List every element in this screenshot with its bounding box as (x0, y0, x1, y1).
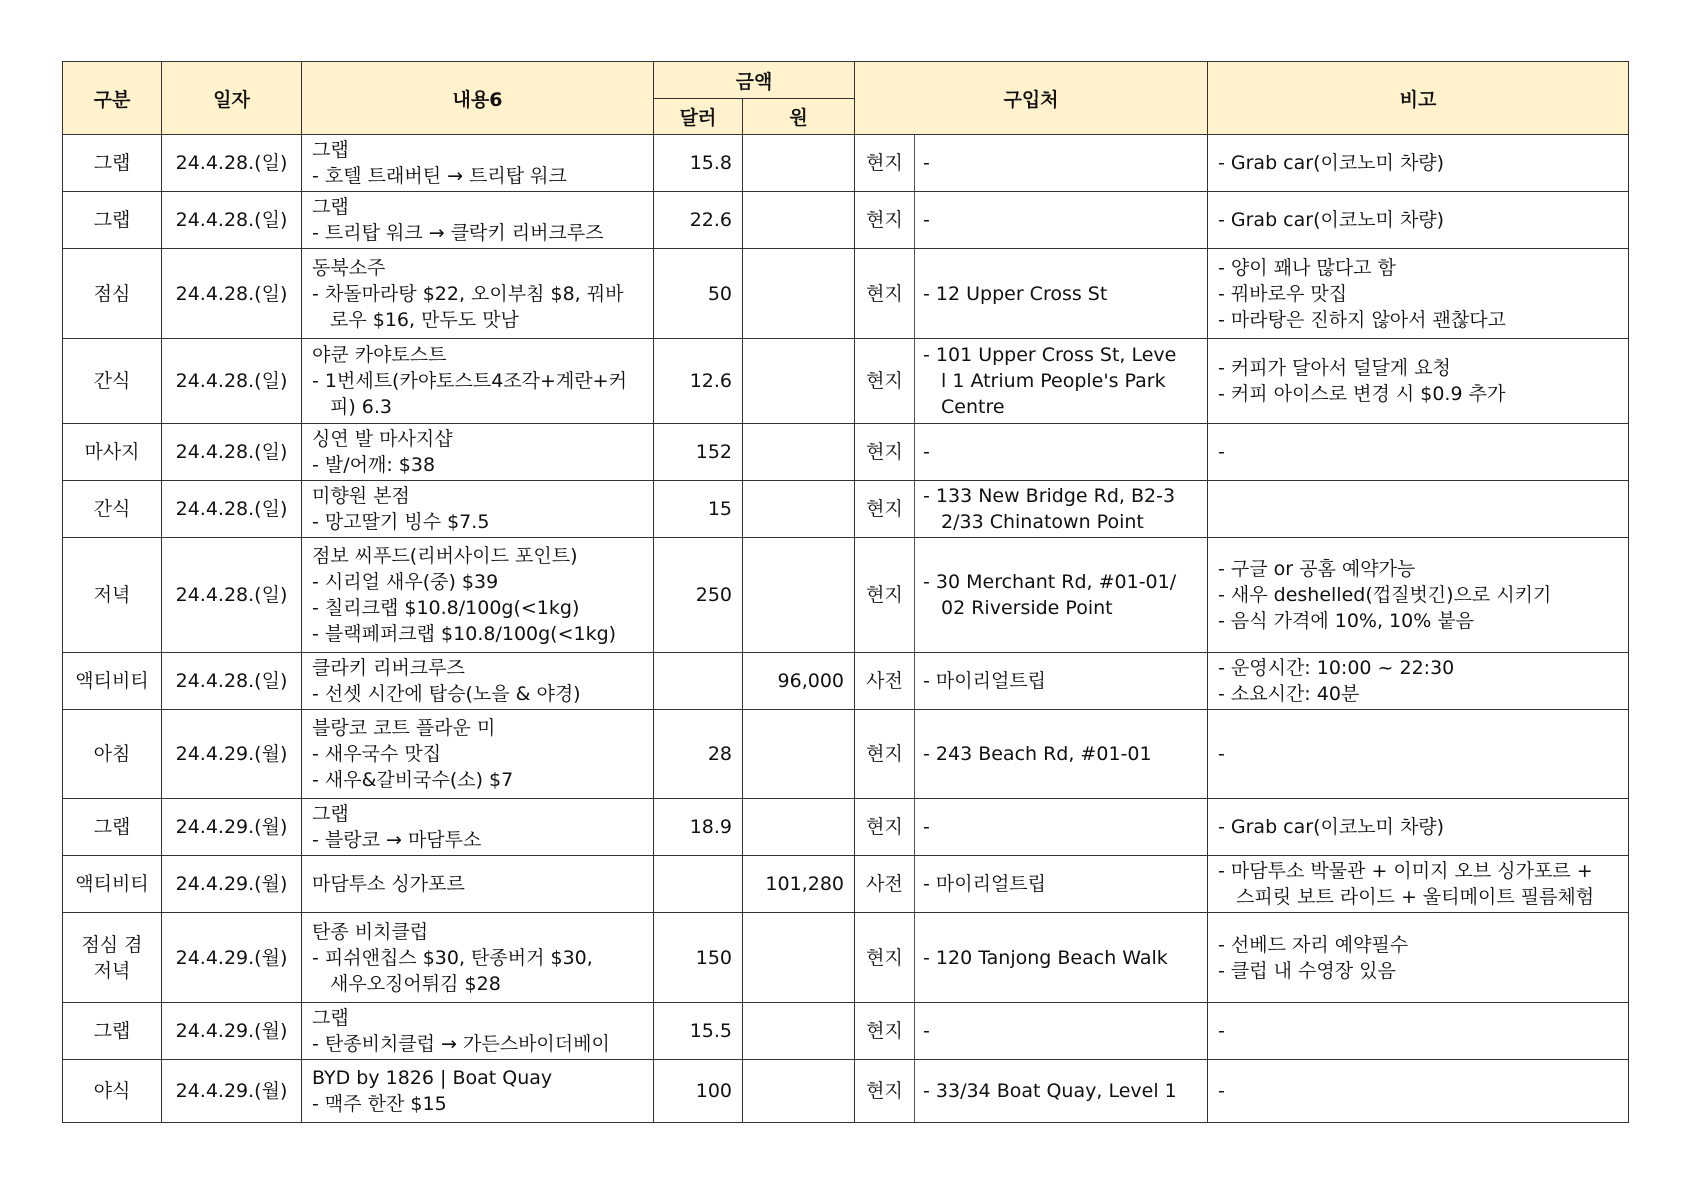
date-cell (162, 424, 302, 481)
note-cell (1208, 424, 1629, 481)
date-cell-line: 24.4.28.(일) (175, 498, 288, 520)
place-cell (915, 1003, 1208, 1060)
krw-cell (743, 913, 855, 1003)
usd-cell (654, 856, 743, 913)
location-type-cell (855, 424, 915, 481)
place-cell-line: - 12 Upper Cross St (923, 282, 1108, 305)
date-cell-line: 24.4.29.(월) (175, 743, 288, 765)
date-cell-line: 24.4.28.(일) (175, 209, 288, 231)
note-cell-line: - 선베드 자리 예약필수 (1218, 933, 1409, 956)
content-cell (302, 856, 654, 913)
place-cell-line: - (923, 441, 930, 463)
note-cell-line: - (1218, 743, 1225, 765)
date-cell-line: 24.4.29.(월) (175, 1020, 288, 1042)
location-type-cell (855, 135, 915, 192)
usd-cell (654, 538, 743, 653)
category-cell-line: 그랩 (93, 152, 131, 174)
category-cell-line: 점심 (93, 282, 131, 305)
content-cell-line: 탄종 비치클럽 (312, 920, 429, 943)
location-type-cell-line: 사전 (866, 670, 903, 692)
krw-cell (743, 538, 855, 653)
content-cell (302, 1060, 654, 1123)
category-cell (63, 653, 162, 710)
place-cell-line: - (923, 816, 930, 838)
category-cell-line: 아침 (93, 743, 131, 765)
location-type-cell (855, 192, 915, 249)
usd-cell (654, 192, 743, 249)
krw-cell (743, 856, 855, 913)
category-cell-line: 액티비티 (75, 670, 149, 692)
content-cell-line: 야쿤 카야토스트 (312, 344, 447, 366)
usd-cell-line: 22.6 (689, 209, 732, 231)
krw-cell (743, 135, 855, 192)
table-row (63, 192, 1629, 249)
content-cell (302, 249, 654, 339)
place-cell (915, 913, 1208, 1003)
content-cell (302, 339, 654, 424)
date-cell (162, 856, 302, 913)
header-category: 구분 (63, 62, 162, 135)
note-cell (1208, 913, 1629, 1003)
header-usd: 달러 (654, 99, 743, 135)
content-cell-line: - 발/어깨: $38 (312, 454, 436, 476)
place-cell-line: Centre (941, 396, 1005, 418)
note-cell-line: - (1218, 441, 1225, 463)
content-cell (302, 192, 654, 249)
category-cell (63, 135, 162, 192)
content-cell-line: - 새우국수 맛집 (312, 743, 442, 765)
location-type-cell-line: 현지 (866, 152, 903, 174)
table-row (63, 710, 1629, 799)
krw-cell (743, 1003, 855, 1060)
place-cell-line: - 마이리얼트립 (923, 670, 1047, 692)
location-type-cell (855, 799, 915, 856)
table-row (63, 856, 1629, 913)
category-cell-line: 야식 (93, 1080, 131, 1102)
usd-cell (654, 481, 743, 538)
place-cell (915, 710, 1208, 799)
usd-cell (654, 799, 743, 856)
note-cell-line: - 커피가 달아서 덜달게 요청 (1218, 357, 1451, 379)
date-cell-line: 24.4.29.(월) (175, 816, 288, 838)
content-cell-line: - 블랙페퍼크랩 $10.8/100g(<1kg) (312, 623, 617, 645)
category-cell (63, 856, 162, 913)
note-cell-line: - 구글 or 공홈 예약가능 (1218, 558, 1416, 580)
content-cell-line: - 1번세트(카야토스트4조각+계란+커 (312, 370, 627, 392)
category-cell (63, 481, 162, 538)
location-type-cell (855, 856, 915, 913)
category-cell-line: 간식 (93, 498, 131, 520)
location-type-cell-line: 현지 (866, 441, 903, 463)
note-cell-line: - (1218, 1020, 1225, 1042)
category-cell (63, 913, 162, 1003)
table-row (63, 1060, 1629, 1123)
category-cell-line: 저녁 (93, 584, 131, 606)
place-cell-line: - 마이리얼트립 (923, 873, 1047, 895)
content-cell-line: - 차돌마라탕 $22, 오이부침 $8, 꿔바 (312, 282, 624, 305)
place-cell-line: - (923, 152, 930, 174)
location-type-cell (855, 913, 915, 1003)
header-note: 비고 (1208, 62, 1629, 135)
place-cell-line: - (923, 1020, 930, 1042)
date-cell-line: 24.4.28.(일) (175, 441, 288, 463)
note-cell-line: - Grab car(이코노미 차량) (1218, 152, 1445, 174)
usd-cell-line: 12.6 (689, 370, 732, 392)
place-cell-line: 2/33 Chinatown Point (941, 511, 1144, 533)
note-cell-line: - 운영시간: 10:00 ~ 22:30 (1218, 657, 1455, 679)
table-row (63, 653, 1629, 710)
category-cell-line: 점심 겸 (81, 933, 143, 956)
place-cell (915, 856, 1208, 913)
content-cell-line: 싱연 발 마사지샵 (312, 428, 453, 450)
content-cell-line: - 호텔 트래버틴 → 트리탑 워크 (312, 165, 567, 187)
location-type-cell (855, 710, 915, 799)
content-cell-line: 그랩 (312, 803, 349, 825)
usd-cell-line: 18.9 (689, 816, 732, 838)
usd-cell (654, 339, 743, 424)
location-type-cell-line: 현지 (866, 584, 903, 606)
note-cell (1208, 653, 1629, 710)
usd-cell-line: 15.8 (689, 152, 732, 174)
date-cell-line: 24.4.28.(일) (175, 370, 288, 392)
category-cell-line: 저녁 (93, 959, 131, 982)
note-cell-line: - 양이 꽤나 많다고 함 (1218, 256, 1396, 279)
date-cell-line: 24.4.28.(일) (175, 282, 288, 305)
note-cell-line: - Grab car(이코노미 차량) (1218, 816, 1445, 838)
location-type-cell (855, 653, 915, 710)
date-cell (162, 913, 302, 1003)
location-type-cell (855, 481, 915, 538)
expense-table (62, 61, 1629, 1123)
date-cell (162, 1003, 302, 1060)
content-cell-line: 마담투소 싱가포르 (312, 873, 465, 895)
usd-cell (654, 653, 743, 710)
date-cell (162, 538, 302, 653)
category-cell-line: 그랩 (93, 209, 131, 231)
place-cell-line: - 243 Beach Rd, #01-01 (923, 743, 1152, 765)
category-cell-line: 그랩 (93, 816, 131, 838)
krw-cell-line: 96,000 (777, 670, 844, 692)
note-cell (1208, 249, 1629, 339)
category-cell-line: 간식 (93, 370, 131, 392)
location-type-cell (855, 1003, 915, 1060)
location-type-cell (855, 538, 915, 653)
content-cell-line: 로우 $16, 만두도 맛남 (330, 308, 519, 331)
location-type-cell-line: 현지 (866, 209, 903, 231)
krw-cell (743, 249, 855, 339)
date-cell-line: 24.4.28.(일) (175, 584, 288, 606)
place-cell-line: l 1 Atrium People's Park (941, 370, 1166, 392)
content-cell-line: - 칠리크랩 $10.8/100g(<1kg) (312, 597, 580, 619)
date-cell (162, 653, 302, 710)
place-cell (915, 538, 1208, 653)
usd-cell (654, 1003, 743, 1060)
place-cell (915, 481, 1208, 538)
date-cell (162, 192, 302, 249)
location-type-cell-line: 현지 (866, 946, 903, 969)
location-type-cell-line: 현지 (866, 282, 903, 305)
place-cell-line: - 33/34 Boat Quay, Level 1 (923, 1080, 1177, 1102)
content-cell-line: - 시리얼 새우(중) $39 (312, 571, 499, 593)
usd-cell (654, 249, 743, 339)
category-cell (63, 1060, 162, 1123)
place-cell-line: - 101 Upper Cross St, Leve (923, 344, 1177, 366)
category-cell (63, 249, 162, 339)
note-cell (1208, 538, 1629, 653)
note-cell (1208, 135, 1629, 192)
table-row (63, 799, 1629, 856)
category-cell (63, 1003, 162, 1060)
usd-cell (654, 135, 743, 192)
note-cell (1208, 481, 1629, 538)
krw-cell-line: 101,280 (765, 873, 844, 895)
usd-cell-line: 15 (707, 498, 732, 520)
usd-cell (654, 913, 743, 1003)
usd-cell-line: 150 (695, 946, 732, 969)
note-cell-line: - 꿔바로우 맛집 (1218, 282, 1348, 305)
location-type-cell-line: 현지 (866, 370, 903, 392)
category-cell (63, 799, 162, 856)
date-cell (162, 481, 302, 538)
note-cell-line: - Grab car(이코노미 차량) (1218, 209, 1445, 231)
table-row (63, 135, 1629, 192)
content-cell-line: - 선셋 시간에 탑승(노을 & 야경) (312, 683, 581, 705)
place-cell-line: 02 Riverside Point (941, 597, 1113, 619)
content-cell-line: - 맥주 한잔 $15 (312, 1093, 447, 1115)
place-cell (915, 653, 1208, 710)
content-cell-line: 점보 씨푸드(리버사이드 포인트) (312, 545, 578, 567)
usd-cell (654, 710, 743, 799)
content-cell (302, 538, 654, 653)
place-cell (915, 799, 1208, 856)
content-cell (302, 799, 654, 856)
table-row (63, 538, 1629, 653)
content-cell (302, 1003, 654, 1060)
krw-cell (743, 799, 855, 856)
place-cell-line: - 133 New Bridge Rd, B2-3 (923, 485, 1176, 507)
category-cell (63, 339, 162, 424)
content-cell-line: 미향원 본점 (312, 485, 410, 507)
content-cell-line: 새우오징어튀김 $28 (330, 972, 501, 995)
location-type-cell-line: 현지 (866, 498, 903, 520)
location-type-cell-line: 현지 (866, 743, 903, 765)
date-cell-line: 24.4.28.(일) (175, 152, 288, 174)
usd-cell-line: 15.5 (689, 1020, 732, 1042)
note-cell (1208, 1060, 1629, 1123)
note-cell-line: - 마라탕은 진하지 않아서 괜찮다고 (1218, 308, 1506, 331)
category-cell-line: 그랩 (93, 1020, 131, 1042)
usd-cell-line: 152 (695, 441, 732, 463)
note-cell (1208, 1003, 1629, 1060)
place-cell-line: - 120 Tanjong Beach Walk (923, 946, 1168, 969)
note-cell-line: 스피릿 보트 라이드 + 울티메이트 필름체험 (1236, 886, 1595, 908)
content-cell-line: 피) 6.3 (330, 396, 393, 418)
date-cell (162, 1060, 302, 1123)
expense-rows (63, 135, 1629, 1123)
note-cell (1208, 192, 1629, 249)
usd-cell (654, 1060, 743, 1123)
header-amount: 금액 (654, 62, 855, 99)
header-content: 내용6 (302, 62, 654, 135)
content-cell (302, 710, 654, 799)
content-cell-line: 클라키 리버크루즈 (312, 657, 465, 679)
table-row (63, 424, 1629, 481)
krw-cell (743, 192, 855, 249)
content-cell-line: - 트리탑 워크 → 클락키 리버크루즈 (312, 222, 604, 244)
location-type-cell (855, 1060, 915, 1123)
date-cell (162, 710, 302, 799)
place-cell-line: - (923, 209, 930, 231)
date-cell-line: 24.4.29.(월) (175, 946, 288, 969)
category-cell (63, 710, 162, 799)
krw-cell (743, 424, 855, 481)
note-cell-line: - 음식 가격에 10%, 10% 붙음 (1218, 610, 1475, 632)
krw-cell (743, 1060, 855, 1123)
place-cell (915, 1060, 1208, 1123)
place-cell (915, 249, 1208, 339)
note-cell-line: - 커피 아이스로 변경 시 $0.9 추가 (1218, 383, 1506, 405)
location-type-cell (855, 249, 915, 339)
place-cell (915, 192, 1208, 249)
header-krw: 원 (743, 99, 855, 135)
table-row (63, 339, 1629, 424)
category-cell (63, 424, 162, 481)
date-cell-line: 24.4.28.(일) (175, 670, 288, 692)
note-cell (1208, 799, 1629, 856)
category-cell-line: 액티비티 (75, 873, 149, 895)
place-cell (915, 339, 1208, 424)
note-cell-line: - (1218, 1080, 1225, 1102)
note-cell (1208, 710, 1629, 799)
header-purchase: 구입처 (855, 62, 1208, 135)
usd-cell-line: 28 (707, 743, 732, 765)
category-cell (63, 192, 162, 249)
location-type-cell-line: 현지 (866, 1080, 903, 1102)
place-cell-line: - 30 Merchant Rd, #01-01/ (923, 571, 1177, 593)
date-cell-line: 24.4.29.(월) (175, 1080, 288, 1102)
date-cell (162, 799, 302, 856)
krw-cell (743, 481, 855, 538)
place-cell (915, 135, 1208, 192)
date-cell-line: 24.4.29.(월) (175, 873, 288, 895)
content-cell-line: - 블랑코 → 마담투소 (312, 829, 482, 851)
content-cell-line: 그랩 (312, 139, 349, 161)
usd-cell (654, 424, 743, 481)
content-cell-line: 블랑코 코트 플라운 미 (312, 717, 496, 739)
header-date: 일자 (162, 62, 302, 135)
note-cell-line: - 소요시간: 40분 (1218, 683, 1360, 705)
content-cell (302, 653, 654, 710)
content-cell (302, 481, 654, 538)
note-cell-line: - 새우 deshelled(껍질벗긴)으로 시키기 (1218, 584, 1552, 606)
content-cell-line: 동북소주 (312, 256, 386, 279)
krw-cell (743, 710, 855, 799)
content-cell-line: - 피쉬앤칩스 $30, 탄종버거 $30, (312, 946, 593, 969)
content-cell-line: 그랩 (312, 1007, 349, 1029)
table-row (63, 249, 1629, 339)
usd-cell-line: 100 (695, 1080, 732, 1102)
usd-cell-line: 250 (695, 584, 732, 606)
note-cell-line: - 클럽 내 수영장 있음 (1218, 959, 1396, 982)
date-cell (162, 135, 302, 192)
content-cell-line: - 탄종비치클럽 → 가든스바이더베이 (312, 1033, 610, 1055)
location-type-cell-line: 현지 (866, 816, 903, 838)
date-cell (162, 339, 302, 424)
content-cell-line: - 망고딸기 빙수 $7.5 (312, 511, 490, 533)
krw-cell (743, 653, 855, 710)
content-cell-line: BYD by 1826 | Boat Quay (312, 1067, 553, 1089)
usd-cell-line: 50 (707, 282, 732, 305)
date-cell (162, 249, 302, 339)
note-cell (1208, 856, 1629, 913)
table-row (63, 481, 1629, 538)
table-row (63, 913, 1629, 1003)
category-cell-line: 마사지 (84, 441, 140, 463)
note-cell-line: - 마담투소 박물관 + 이미지 오브 싱가포르 + (1218, 860, 1593, 882)
content-cell-line: 그랩 (312, 196, 349, 218)
content-cell (302, 135, 654, 192)
category-cell (63, 538, 162, 653)
note-cell (1208, 339, 1629, 424)
krw-cell (743, 339, 855, 424)
content-cell (302, 913, 654, 1003)
location-type-cell-line: 사전 (866, 873, 903, 895)
content-cell-line: - 새우&갈비국수(소) $7 (312, 769, 514, 791)
place-cell (915, 424, 1208, 481)
content-cell (302, 424, 654, 481)
location-type-cell (855, 339, 915, 424)
table-row (63, 1003, 1629, 1060)
location-type-cell-line: 현지 (866, 1020, 903, 1042)
